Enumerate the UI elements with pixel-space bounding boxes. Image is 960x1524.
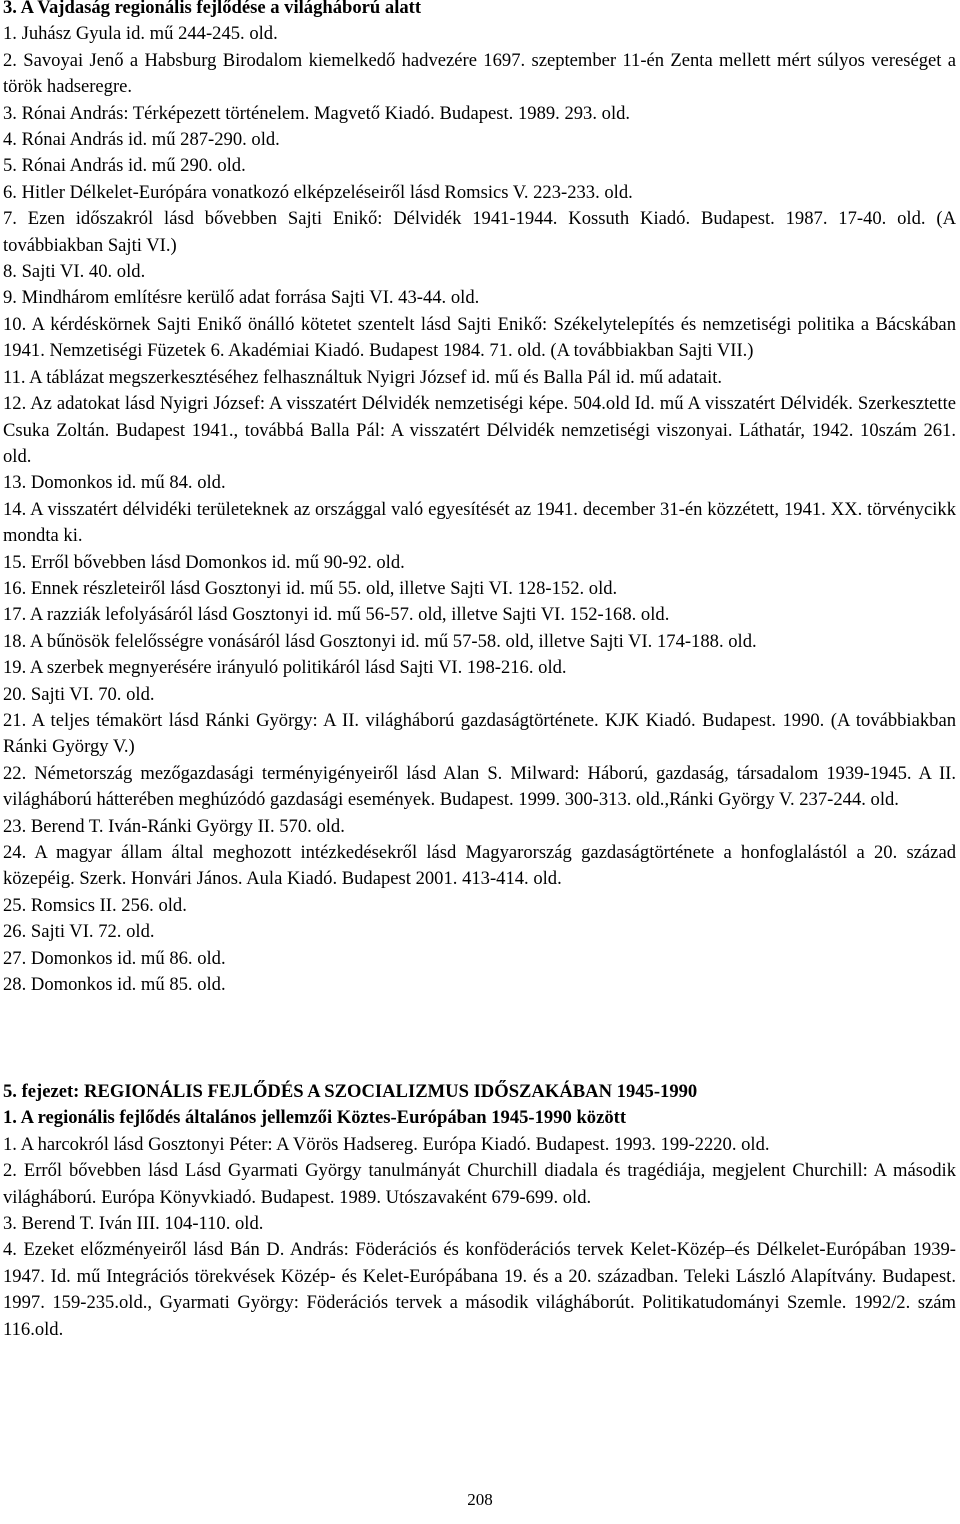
footnote-item: 5. Rónai András id. mű 290. old.	[3, 155, 246, 177]
footnote-item: 1. Juhász Gyula id. mű 244-245. old.	[3, 23, 278, 45]
footnote-item: 2. Erről bővebben lásd Lásd Gyarmati György tanulmányát Churchill diadala és tragédiája, megjelent Churchill: A második világháború. Európa Könyvkiadó. Budapest. 1989. Utószavaként 679-699. old.	[3, 1160, 956, 1208]
footnote-item: 18. A bűnösök felelősségre vonásáról lásd Gosztonyi id. mű 57-58. old, illetve Sajti VI. 174-188. old.	[3, 630, 757, 652]
footnote-item: 15. Erről bővebben lásd Domonkos id. mű 90-92. old.	[3, 551, 405, 573]
footnote-item: 26. Sajti VI. 72. old.	[3, 921, 155, 943]
subsection-heading: 1. A regionális fejlődés általános jellemzői Köztes-Európában 1945-1990 között	[3, 1107, 627, 1129]
footnote-list	[3, 1132, 956, 1343]
footnote-item: 20. Sajti VI. 70. old.	[3, 683, 155, 705]
footnote-item: 1. A harcokról lásd Gosztonyi Péter: A Vörös Hadsereg. Európa Kiadó. Budapest. 1993. 199-2220. old.	[3, 1133, 770, 1155]
footnote-item: 17. A razziák lefolyásáról lásd Gosztonyi id. mű 56-57. old, illetve Sajti VI. 152-168. old.	[3, 604, 670, 626]
chapter-heading: 5. fejezet: REGIONÁLIS FEJLŐDÉS A SZOCIALIZMUS IDŐSZAKÁBAN 1945-1990	[3, 1081, 698, 1102]
footnote-item: 13. Domonkos id. mű 84. old.	[3, 472, 226, 494]
footnote-item: 4. Rónai András id. mű 287-290. old.	[3, 129, 280, 151]
section-notes-chapter-5	[3, 1079, 956, 1343]
footnote-item: 8. Sajti VI. 40. old.	[3, 261, 146, 283]
footnote-item: 6. Hitler Délkelet-Európára vonatkozó elképzeléseiről lásd Romsics V. 223-233. old.	[3, 181, 633, 203]
footnote-item: 14. A visszatért délvidéki területeknek az országgal való egyesítését az 1941. december 31-én közzétett, 1941. XX. törvénycikk mondta ki.	[3, 498, 956, 547]
footnote-item: 27. Domonkos id. mű 86. old.	[3, 947, 226, 969]
section-heading: 3. A Vajdaság regionális fejlődése a világháború alatt	[3, 0, 422, 18]
footnote-item: 21. A teljes témakört lásd Ránki György: A II. világháború gazdaságtörténete. KJK Kiadó. Budapest. 1990. (A továbbiakban Ránki György V.)	[3, 709, 956, 758]
footnote-item: 4. Ezeket előzményeiről lásd Bán D. András: Föderációs és konföderációs tervek Kelet-Közép–és Délkelet-Európában 1939-1947. Id. mű Integrációs törekvések Közép- és Kelet-Európábana 19. és a 20. században. Teleki László Alapítvány. Budapest. 1997. 159-235.old., Gyarmati György: Föderációs tervek a második világháborút. Politikatudományi Szemle. 1992/2. szám 116.old.	[3, 1239, 956, 1340]
footnote-item: 12. Az adatokat lásd Nyigri József: A visszatért Délvidék nemzetiségi képe. 504.old Id. mű A visszatért Délvidék. Szerkesztette Csuka Zoltán. Budapest 1941., továbbá Balla Pál: A visszatért Délvidék nemzetiségi viszonyai. Láthatár, 1942. 10szám 261. old.	[3, 393, 956, 467]
footnote-item: 19. A szerbek megnyerésére irányuló politikáról lásd Sajti VI. 198-216. old.	[3, 657, 567, 679]
footnote-item: 11. A táblázat megszerkesztéséhez felhasználtuk Nyigri József id. mű és Balla Pál id. mű adatait.	[3, 366, 723, 388]
footnote-item: 22. Németország mezőgazdasági terményigényeiről lásd Alan S. Milward: Háború, gazdaság, társadalom 1939-1945. A II. világháború hátterében meghúzódó gazdasági események. Budapest. 1999. 300-313. old.,Ránki György V. 237-244. old.	[3, 762, 956, 811]
footnote-item: 9. Mindhárom említésre kerülő adat forrása Sajti VI. 43-44. old.	[3, 287, 480, 309]
footnote-item: 3. Berend T. Iván III. 104-110. old.	[3, 1213, 264, 1235]
footnote-item: 7. Ezen időszakról lásd bővebben Sajti Enikő: Délvidék 1941-1944. Kossuth Kiadó. Budapest. 1987. 17-40. old. (A továbbiakban Sajti VI.)	[3, 208, 956, 256]
footnote-item: 2. Savoyai Jenő a Habsburg Birodalom kiemelkedő hadvezére 1697. szeptember 11-én Zenta mellett mért súlyos vereséget a török hadseregre.	[3, 49, 956, 98]
footnote-item: 16. Ennek részleteiről lásd Gosztonyi id. mű 55. old, illetve Sajti VI. 128-152. old.	[3, 577, 618, 599]
footnote-item: 28. Domonkos id. mű 85. old.	[3, 974, 226, 996]
footnote-item: 24. A magyar állam által meghozott intézkedésekről lásd Magyarország gazdaságtörténete a honfoglalástól a 20. század közepéig. Szerk. Honvári János. Aula Kiadó. Budapest 2001. 413-414. old.	[3, 842, 956, 890]
page-number: 208	[467, 1490, 493, 1509]
footnote-item: 10. A kérdéskörnek Sajti Enikő önálló kötetet szentelt lásd Sajti Enikő: Székelytelepítés és nemzetiségi politika a Bácskában 1941. Nemzetiségi Füzetek 6. Akadémiai Kiadó. Budapest 1984. 71. old. (A továbbiakban Sajti VII.)	[3, 313, 956, 362]
footnote-list	[3, 21, 956, 998]
footnote-item: 25. Romsics II. 256. old.	[3, 894, 187, 916]
footnote-item: 23. Berend T. Iván-Ránki György II. 570. old.	[3, 815, 345, 837]
footnote-item: 3. Rónai András: Térképezett történelem. Magvető Kiadó. Budapest. 1989. 293. old.	[3, 102, 631, 124]
section-notes-vajdasag	[3, 0, 956, 998]
